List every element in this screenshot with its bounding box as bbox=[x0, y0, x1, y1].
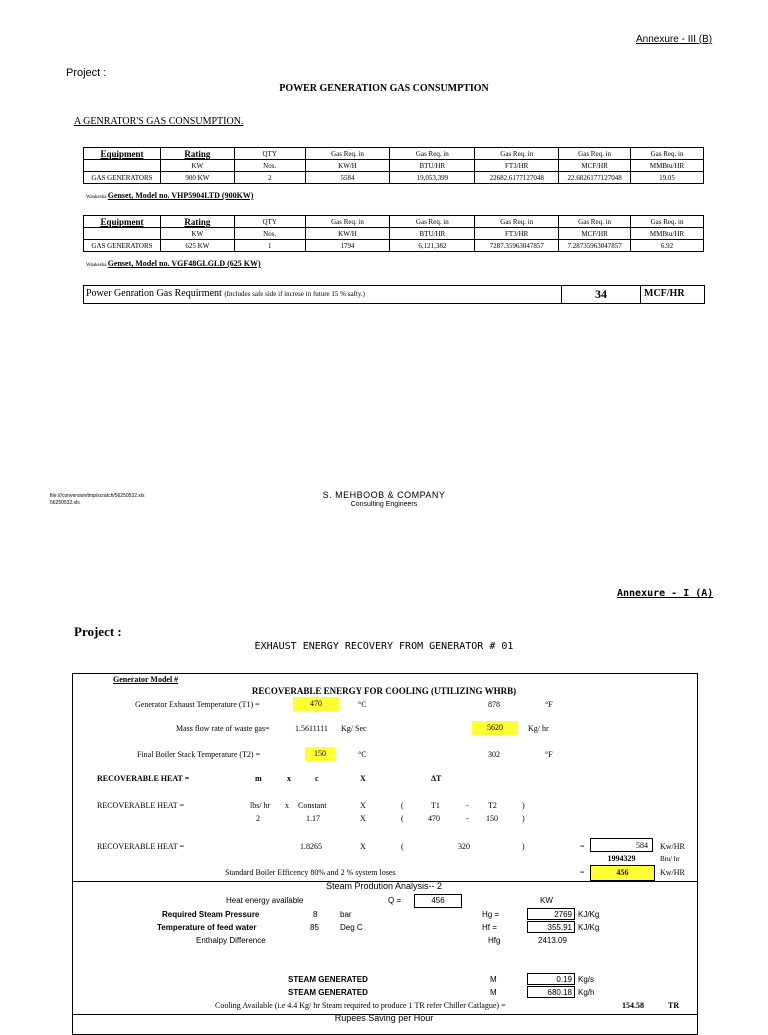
data-cell: 19.05 bbox=[631, 172, 704, 184]
data-cell: 625 KW bbox=[160, 240, 234, 252]
rh2-x: x bbox=[285, 801, 289, 810]
t2-fahrenheit-unit: °F bbox=[545, 750, 553, 759]
requirement-label-wrap bbox=[86, 288, 365, 299]
col-gas-mcf: Gas Req. in bbox=[559, 148, 631, 160]
mass-flow-value: 1.5611111 bbox=[295, 724, 328, 733]
t1-fahrenheit: 878 bbox=[488, 700, 500, 709]
data-cell: 900 KW bbox=[160, 172, 234, 184]
rh2b-close: ) bbox=[522, 814, 525, 823]
generator-model-label: Generator Model # bbox=[113, 675, 179, 684]
rh1-delta-t: ΔT bbox=[431, 774, 442, 783]
col-gas-kwh: Gas Req. in bbox=[305, 216, 390, 228]
heat-btu-unit: Btu/ hr bbox=[660, 855, 680, 863]
col-gas-btu: Gas Req. in bbox=[390, 216, 475, 228]
table-header-row bbox=[84, 148, 704, 160]
hfg-value: 2413.09 bbox=[538, 936, 567, 945]
col-qty: QTY bbox=[234, 148, 305, 160]
rh2b-open: ( bbox=[401, 814, 404, 823]
rh2-minus: - bbox=[466, 801, 469, 810]
page-title: POWER GENERATION GAS CONSUMPTION bbox=[279, 83, 489, 94]
data-cell: 19,053,399 bbox=[390, 172, 475, 184]
steam-generated-label-2: STEAM GENERATED bbox=[288, 988, 368, 997]
requirement-unit: MCF/HR bbox=[644, 288, 685, 299]
steam-generated-unit-1: Kg/s bbox=[578, 975, 595, 984]
rh3-label: RECOVERABLE HEAT = bbox=[97, 842, 185, 851]
cooling-available-unit: TR bbox=[668, 1001, 680, 1010]
table-units-row bbox=[84, 160, 704, 172]
steam-generated-value-1: 0.19 bbox=[527, 973, 575, 985]
rh3-open: ( bbox=[401, 842, 404, 851]
steam-pressure-label: Required Steam Pressure bbox=[162, 910, 260, 919]
unit-cell bbox=[84, 228, 161, 240]
rh1-times: X bbox=[360, 774, 366, 783]
rh2b-constant: 1.17 bbox=[306, 814, 320, 823]
note-main: Genset, Model no. VHP5904LTD (900KW) bbox=[107, 191, 254, 200]
unit-cell: BTU/HR bbox=[390, 228, 475, 240]
data-cell: 7.28735963047857 bbox=[559, 240, 631, 252]
unit-cell: FT3/HR bbox=[475, 228, 559, 240]
enthalpy-label: Enthalpy Difference bbox=[196, 936, 266, 945]
table-units-row bbox=[84, 228, 704, 240]
efficiency-value: 456 bbox=[590, 865, 655, 881]
rh2b-t1: 470 bbox=[428, 814, 440, 823]
col-gas-mcf: Gas Req. in bbox=[559, 216, 631, 228]
data-cell: 22682.6177127048 bbox=[475, 172, 559, 184]
rh3-close: ) bbox=[522, 842, 525, 851]
rh1-m: m bbox=[255, 774, 262, 783]
project-label: Project : bbox=[66, 67, 107, 79]
rh1-x: x bbox=[287, 774, 291, 783]
rh2-times: X bbox=[360, 801, 366, 810]
rh2-open: ( bbox=[401, 801, 404, 810]
data-cell: 6,121,382 bbox=[390, 240, 475, 252]
heat-energy-label: Heat energy available bbox=[226, 896, 304, 905]
t1-unit: °C bbox=[358, 700, 367, 709]
recovery-subtitle: RECOVERABLE ENERGY FOR COOLING (UTILIZING WHRB) bbox=[251, 686, 517, 696]
heat-kw-unit: Kw/HR bbox=[660, 842, 685, 851]
table-row bbox=[84, 240, 704, 252]
section-a-heading: A GENRATOR'S GAS CONSUMPTION. bbox=[74, 116, 244, 127]
hf-unit: KJ/Kg bbox=[578, 923, 600, 932]
rh2-constant: Constant bbox=[298, 801, 327, 810]
data-cell: 6.92 bbox=[631, 240, 704, 252]
t1-value: 470 bbox=[293, 697, 339, 711]
gas-table-2 bbox=[83, 215, 704, 252]
data-cell: GAS GENERATORS bbox=[84, 240, 161, 252]
steam-pressure-value: 8 bbox=[313, 910, 318, 919]
hf-value: 355.91 bbox=[527, 921, 575, 933]
mass-flow-label: Mass flow rate of waste gas= bbox=[176, 724, 270, 733]
t2-label: Final Boiler Stack Temperature (T2) = bbox=[137, 750, 261, 759]
t1-label: Generator Exhaust Temperature (T1) = bbox=[135, 700, 260, 709]
table-header-row bbox=[84, 216, 704, 228]
note-main: Genset, Model no. VGF48GLGLD (625 KW) bbox=[107, 259, 261, 268]
note-small: Waukesha bbox=[86, 263, 107, 268]
hf-label: Hf = bbox=[482, 923, 497, 932]
company-name: S. MEHBOOB & COMPANY bbox=[322, 490, 446, 500]
rh1-label: RECOVERABLE HEAT = bbox=[97, 774, 190, 783]
t1-fahrenheit-unit: °F bbox=[545, 700, 553, 709]
mass-flow-unit: Kg/ Sec bbox=[341, 724, 367, 733]
feed-water-label: Temperature of feed water bbox=[157, 923, 257, 932]
data-cell: 2 bbox=[234, 172, 305, 184]
gas-table-1 bbox=[83, 147, 704, 184]
unit-cell: BTU/HR bbox=[390, 160, 475, 172]
efficiency-equals: = bbox=[580, 868, 585, 877]
col-gas-mmbtu: Gas Req. in bbox=[631, 148, 704, 160]
q-label: Q = bbox=[388, 896, 402, 905]
hg-label: Hg = bbox=[482, 910, 500, 919]
data-cell: 1 bbox=[234, 240, 305, 252]
file-path: file:///conversion/tmp/scratch/56250532.xls bbox=[50, 493, 145, 499]
table-row bbox=[84, 172, 704, 184]
data-cell: GAS GENERATORS bbox=[84, 172, 161, 184]
annexure-label-2: Annexure - I (A) bbox=[617, 588, 714, 599]
unit-cell: KW/H bbox=[305, 160, 390, 172]
cooling-available-label: Cooling Available (i.e 4.4 Kg/ hr Steam required to produce 1 TR refer Chiller Catlague) = bbox=[215, 1001, 506, 1010]
table2-note bbox=[86, 259, 261, 268]
col-equipment: Equipment bbox=[84, 148, 161, 160]
unit-cell: KW/H bbox=[305, 228, 390, 240]
divider bbox=[640, 286, 641, 303]
rh2-lbs: lbs/ hr bbox=[250, 801, 271, 810]
rh2b-lbs: 2 bbox=[256, 814, 260, 823]
gas-requirement-row bbox=[83, 285, 705, 304]
steam-generated-unit-2: Kg/h bbox=[578, 988, 595, 997]
rh2-close: ) bbox=[522, 801, 525, 810]
unit-cell: MMBtu/HR bbox=[631, 228, 704, 240]
rh2-t2: T2 bbox=[488, 801, 497, 810]
feed-water-value: 85 bbox=[310, 923, 319, 932]
unit-cell: MCF/HR bbox=[559, 160, 631, 172]
table1-note bbox=[86, 191, 253, 200]
project-label-2: Project : bbox=[74, 624, 122, 639]
rh3-constant: 1.8265 bbox=[300, 842, 322, 851]
rh3-delta: 320 bbox=[458, 842, 470, 851]
requirement-note: (Includes safe side if increse in future 15 % safty.) bbox=[224, 290, 365, 298]
col-gas-ft3: Gas Req. in bbox=[475, 216, 559, 228]
col-gas-kwh: Gas Req. in bbox=[305, 148, 390, 160]
col-rating: Rating bbox=[160, 216, 234, 228]
unit-cell: Nos. bbox=[234, 160, 305, 172]
steam-analysis-title: Steam Prodution Analysis-- 2 bbox=[325, 881, 443, 891]
data-cell: 7287.35963047857 bbox=[475, 240, 559, 252]
heat-btu-value: 1994329 bbox=[607, 854, 636, 863]
data-cell: 1794 bbox=[305, 240, 390, 252]
heat-kw-value: 584 bbox=[590, 838, 653, 852]
t2-unit: °C bbox=[358, 750, 367, 759]
unit-cell: FT3/HR bbox=[475, 160, 559, 172]
note-small: Waukesha bbox=[86, 195, 107, 200]
mass-flow-hr-value: 5620 bbox=[472, 721, 518, 735]
company-subtitle: Consulting Engineers bbox=[350, 501, 418, 508]
unit-cell: KW bbox=[160, 160, 234, 172]
t2-value: 150 bbox=[305, 747, 335, 761]
col-rating: Rating bbox=[160, 148, 234, 160]
rh2-label: RECOVERABLE HEAT = bbox=[97, 801, 185, 810]
savings-title: Rupees Saving per Hour bbox=[334, 1013, 434, 1023]
feed-water-unit: Deg C bbox=[340, 923, 363, 932]
efficiency-label: Standard Boiler Efficency 80% and 2 % system loses bbox=[225, 868, 396, 877]
col-gas-ft3: Gas Req. in bbox=[475, 148, 559, 160]
unit-cell: MMBtu/HR bbox=[631, 160, 704, 172]
page-title-2: EXHAUST ENERGY RECOVERY FROM GENERATOR # 01 bbox=[254, 641, 514, 652]
rh1-c: c bbox=[315, 774, 319, 783]
rh3-equals: = bbox=[580, 842, 585, 851]
requirement-value: 34 bbox=[595, 287, 607, 301]
unit-cell: MCF/HR bbox=[559, 228, 631, 240]
steam-generated-label-1: STEAM GENERATED bbox=[288, 975, 368, 984]
rh2b-minus: - bbox=[466, 814, 469, 823]
col-equipment: Equipment bbox=[84, 216, 161, 228]
steam-pressure-unit: bar bbox=[340, 910, 352, 919]
q-value: 456 bbox=[414, 894, 462, 908]
annexure-label: Annexure - III (B) bbox=[636, 34, 713, 45]
rh3-times: X bbox=[360, 842, 366, 851]
t2-fahrenheit: 302 bbox=[488, 750, 500, 759]
cooling-available-value: 154.58 bbox=[622, 1001, 644, 1010]
rh2b-times: X bbox=[360, 814, 366, 823]
col-qty: QTY bbox=[234, 216, 305, 228]
file-name: 56250532.xls bbox=[50, 500, 80, 506]
steam-generated-m-1: M bbox=[490, 975, 497, 984]
unit-cell: Nos. bbox=[234, 228, 305, 240]
rh2-t1: T1 bbox=[431, 801, 440, 810]
efficiency-unit: Kw/HR bbox=[660, 868, 685, 877]
mass-flow-hr-unit: Kg/ hr bbox=[528, 724, 549, 733]
hg-value: 2769 bbox=[527, 908, 575, 920]
requirement-label: Power Genration Gas Requirment bbox=[86, 288, 222, 299]
col-gas-mmbtu: Gas Req. in bbox=[631, 216, 704, 228]
unit-cell bbox=[84, 160, 161, 172]
unit-cell: KW bbox=[160, 228, 234, 240]
q-unit: KW bbox=[540, 896, 553, 905]
hfg-label: Hfg bbox=[488, 936, 501, 945]
rh2b-t2: 150 bbox=[486, 814, 498, 823]
data-cell: 22.6826177127048 bbox=[559, 172, 631, 184]
steam-generated-m-2: M bbox=[490, 988, 497, 997]
hg-unit: KJ/Kg bbox=[578, 910, 600, 919]
col-gas-btu: Gas Req. in bbox=[390, 148, 475, 160]
data-cell: 5584 bbox=[305, 172, 390, 184]
steam-generated-value-2: 680.18 bbox=[527, 986, 575, 998]
